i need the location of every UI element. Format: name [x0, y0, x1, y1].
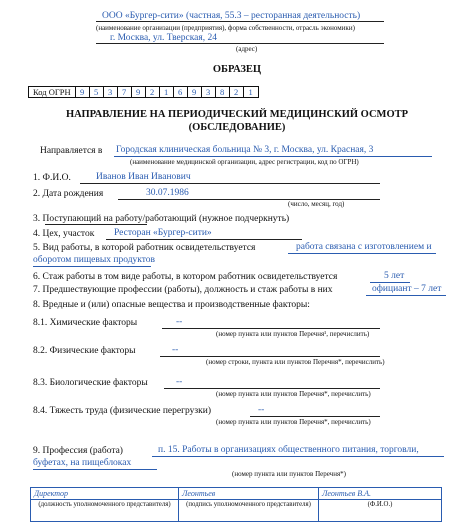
directed-to-caption: (наименование медицинской организации, адрес регистрации, код по ОГРН) — [130, 158, 359, 166]
status-underline-mark — [45, 224, 147, 225]
biological-factors-caption: (номер пункта или пунктов Перечня*, перечислить) — [216, 390, 371, 398]
ogrn-digit: 5 — [90, 87, 104, 97]
biological-factors-label: 8.3. Биологические факторы — [33, 378, 148, 388]
ogrn-digit: 2 — [230, 87, 244, 97]
profession-underline-2 — [33, 469, 157, 470]
profession-value-line2: буфетах, на пищеблоках — [33, 458, 132, 468]
division-value: Ресторан «Бургер-сити» — [114, 228, 212, 238]
address-underline — [96, 43, 384, 44]
profession-underline-1 — [152, 456, 444, 457]
ogrn-code-box — [28, 86, 259, 98]
birth-value: 30.07.1986 — [146, 188, 189, 198]
ogrn-digit: 9 — [188, 87, 202, 97]
work-type-label: 5. Вид работы, в которой работник освидетельствуется — [33, 243, 256, 253]
signer-signature-caption: (подпись уполномоченного представителя) — [179, 500, 319, 522]
ogrn-digit: 6 — [174, 87, 188, 97]
ogrn-digit: 9 — [76, 87, 90, 97]
directed-to-label: Направляется в — [40, 146, 103, 156]
chemical-factors-underline — [162, 328, 380, 329]
work-type-value-line2: оборотом пищевых продуктов — [33, 255, 156, 265]
work-type-value-line1: работа связана с изготовлением и — [296, 242, 432, 252]
signer-name: Леонтьев В.А. — [319, 488, 442, 500]
work-type-underline-2 — [33, 266, 151, 267]
ogrn-digit: 2 — [146, 87, 160, 97]
directed-to-underline — [114, 156, 432, 157]
signature-table — [30, 487, 442, 522]
ogrn-digit: 1 — [160, 87, 174, 97]
previous-underline — [366, 295, 446, 296]
previous-value: официант – 7 лет — [372, 284, 442, 294]
fio-value: Иванов Иван Иванович — [96, 172, 191, 182]
physical-factors-value: -- — [172, 345, 179, 355]
hazards-label: 8. Вредные и (или) опасные вещества и производственные факторы: — [33, 300, 310, 310]
labor-severity-caption: (номер пункта или пунктов Перечня*, перечислить) — [216, 418, 371, 426]
ogrn-digit: 7 — [118, 87, 132, 97]
org-name: ООО «Бургер-сити» (частная, 55.3 – ресторанная деятельность) — [102, 11, 361, 21]
document-title: НАПРАВЛЕНИЕ НА ПЕРИОДИЧЕСКИЙ МЕДИЦИНСКИЙ ОСМОТР — [65, 109, 409, 120]
biological-factors-underline — [164, 388, 380, 389]
ogrn-digit: 3 — [104, 87, 118, 97]
ogrn-digit: 1 — [248, 87, 253, 97]
biological-factors-value: -- — [176, 377, 183, 387]
chemical-factors-value: -- — [176, 317, 183, 327]
work-type-underline-1 — [288, 253, 436, 254]
ogrn-digit: 8 — [216, 87, 230, 97]
birth-label: 2. Дата рождения — [33, 189, 104, 199]
physical-factors-label: 8.2. Физические факторы — [33, 346, 136, 356]
ogrn-digit: 9 — [132, 87, 146, 97]
labor-severity-underline — [250, 416, 380, 417]
physical-factors-caption: (номер строки, пункта или пунктов Перечня*, перечислить) — [206, 358, 385, 366]
signer-name-caption: (Ф.И.О.) — [319, 500, 442, 522]
org-caption: (наименование организации (предприятия), форма собственности, отрасль экономики) — [96, 24, 355, 32]
labor-severity-value: -- — [258, 405, 265, 415]
directed-to-value: Городская клиническая больница № 3, г. Москва, ул. Красная, 3 — [116, 145, 374, 155]
division-label: 4. Цех, участок — [33, 229, 95, 239]
experience-value: 5 лет — [384, 271, 405, 281]
signer-position-caption: (должность уполномоченного представителя) — [31, 500, 179, 522]
profession-label: 9. Профессия (работа) — [33, 446, 123, 456]
ogrn-digit: 3 — [202, 87, 216, 97]
fio-underline — [80, 183, 380, 184]
chemical-factors-label: 8.1. Химические факторы — [33, 318, 138, 328]
experience-label: 6. Стаж работы в том виде работы, в котором работник освидетельствуется — [33, 272, 338, 282]
sample-label: ОБРАЗЕЦ — [212, 64, 262, 75]
profession-value-line1: п. 15. Работы в организациях общественного питания, торговли, — [158, 445, 419, 455]
document-subtitle: (ОБСЛЕДОВАНИЕ) — [188, 122, 286, 133]
signer-position: Директор — [31, 488, 179, 500]
experience-underline — [370, 282, 410, 283]
labor-severity-label: 8.4. Тяжесть труда (физические перегрузки) — [33, 406, 212, 416]
profession-caption: (номер пункта или пунктов Перечня*) — [232, 470, 347, 478]
address-caption: (адрес) — [236, 45, 258, 53]
ogrn-label: Код ОГРН — [29, 87, 76, 97]
previous-label: 7. Предшествующие профессии (работы), должность и стаж работы в них — [33, 285, 333, 295]
status-label: 3. Поступающий на работу/работающий (нужное подчеркнуть) — [33, 214, 290, 224]
org-name-underline — [96, 21, 384, 22]
birth-caption: (число, месяц, год) — [288, 200, 345, 208]
physical-factors-underline — [160, 356, 380, 357]
org-address: г. Москва, ул. Тверская, 24 — [110, 33, 218, 43]
fio-label: 1. Ф.И.О. — [33, 173, 71, 183]
chemical-factors-caption: (номер пункта или пунктов Перечня¹, перечислить) — [216, 330, 370, 338]
division-underline — [106, 239, 302, 240]
signer-signature: Леонтьев — [179, 488, 319, 500]
